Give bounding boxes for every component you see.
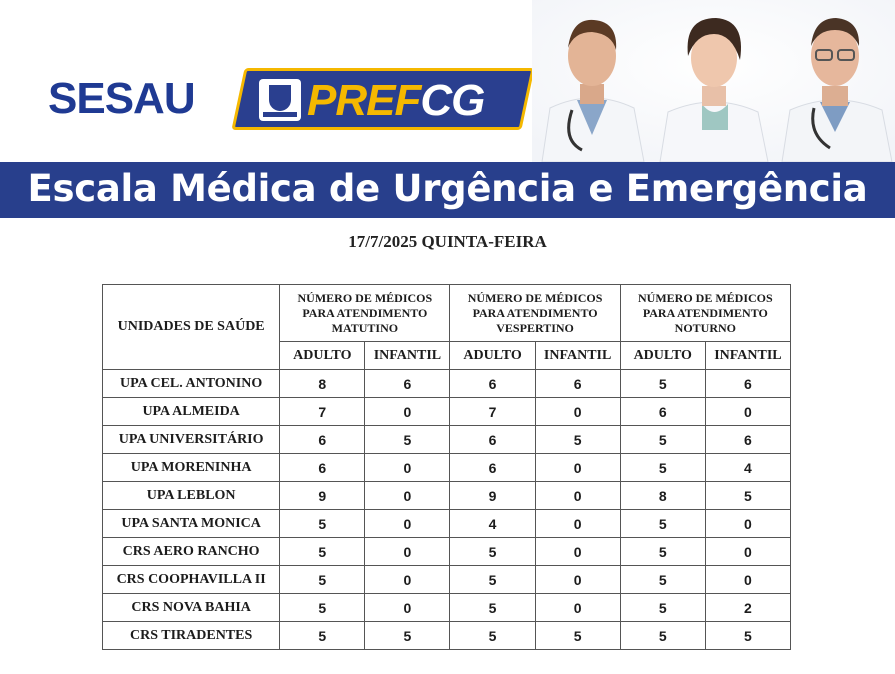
table-row [103,538,791,566]
doctor-count: 6 [450,426,535,454]
doctor-count: 0 [535,454,620,482]
doctor-count: 0 [535,594,620,622]
unit-name: UPA UNIVERSITÁRIO [103,426,280,454]
page-header [0,0,895,218]
doctor-count: 5 [705,482,790,510]
doctor-count: 5 [280,538,365,566]
doctor-count: 4 [450,510,535,538]
prefcg-logo-text [307,75,484,127]
group-header-matutino: NÚMERO DE MÉDICOS PARA ATENDIMENTO MATUTINO [280,285,450,342]
doctor-count: 5 [620,538,705,566]
unit-name: CRS NOVA BAHIA [103,594,280,622]
doctor-count: 0 [365,538,450,566]
table-row [103,398,791,426]
doctor-count: 5 [280,622,365,650]
table-header-row [103,285,791,342]
sub-header: INFANTIL [705,342,790,370]
doctor-count: 5 [620,454,705,482]
doctor-count: 6 [280,454,365,482]
doctor-count: 4 [705,454,790,482]
group-header-noturno: NÚMERO DE MÉDICOS PARA ATENDIMENTO NOTURNO [620,285,790,342]
sub-header: ADULTO [450,342,535,370]
doctor-count: 5 [450,622,535,650]
doctor-count: 5 [280,510,365,538]
doctor-count: 6 [620,398,705,426]
doctor-count: 6 [705,370,790,398]
sub-header: INFANTIL [535,342,620,370]
doctor-count: 5 [450,566,535,594]
doctor-count: 7 [450,398,535,426]
doctor-count: 0 [365,566,450,594]
doctor-count: 0 [705,538,790,566]
group-header-vespertino: NÚMERO DE MÉDICOS PARA ATENDIMENTO VESPERTINO [450,285,620,342]
doctor-count: 0 [535,566,620,594]
unit-name: CRS COOPHAVILLA II [103,566,280,594]
doctor-count: 5 [280,566,365,594]
doctor-count: 5 [620,510,705,538]
doctor-count: 5 [365,426,450,454]
unit-name: UPA CEL. ANTONINO [103,370,280,398]
sub-header: ADULTO [280,342,365,370]
doctor-count: 9 [280,482,365,510]
doctor-count: 0 [365,482,450,510]
doctor-count: 0 [705,510,790,538]
doctor-count: 0 [705,566,790,594]
doctor-count: 2 [705,594,790,622]
doctor-count: 5 [450,594,535,622]
unit-name: UPA ALMEIDA [103,398,280,426]
doctor-count: 5 [620,426,705,454]
table-row [103,426,791,454]
doctor-count: 6 [535,370,620,398]
prefcg-logo-cg: CG [420,76,485,125]
table-row [103,566,791,594]
doctor-count: 5 [535,426,620,454]
doctor-count: 7 [280,398,365,426]
unit-name: UPA MORENINHA [103,454,280,482]
city-crest-icon [259,79,301,121]
doctor-count: 5 [450,538,535,566]
unit-name: CRS AERO RANCHO [103,538,280,566]
table-row [103,454,791,482]
page-title: Escala Médica de Urgência e Emergência [0,162,895,218]
doctor-count: 0 [705,398,790,426]
prefcg-logo [231,68,534,130]
doctor-count: 0 [535,482,620,510]
doctor-count: 6 [450,454,535,482]
doctor-count: 0 [365,398,450,426]
doctor-count: 5 [280,594,365,622]
doctor-count: 8 [620,482,705,510]
doctor-count: 5 [620,370,705,398]
unit-name: CRS TIRADENTES [103,622,280,650]
doctor-count: 8 [280,370,365,398]
doctor-count: 0 [365,510,450,538]
sub-header: ADULTO [620,342,705,370]
table-row [103,622,791,650]
doctor-count: 0 [535,538,620,566]
table-row [103,510,791,538]
doctor-count: 5 [365,622,450,650]
doctor-count: 6 [450,370,535,398]
sub-header: INFANTIL [365,342,450,370]
doctor-count: 5 [620,566,705,594]
unit-name: UPA LEBLON [103,482,280,510]
doctor-count: 6 [705,426,790,454]
doctor-count: 6 [280,426,365,454]
table-row [103,482,791,510]
doctors-photo [532,0,895,162]
doctor-count: 5 [705,622,790,650]
doctor-count: 5 [620,594,705,622]
sesau-logo: SESAU [48,74,195,123]
prefcg-logo-pref: PREF [307,76,421,125]
doctor-count: 0 [365,594,450,622]
schedule-date: 17/7/2025 QUINTA-FEIRA [348,232,547,251]
table-row [103,594,791,622]
doctor-count: 0 [535,398,620,426]
doctor-count: 9 [450,482,535,510]
doctor-count: 5 [620,622,705,650]
doctor-count: 5 [535,622,620,650]
unit-name: UPA SANTA MONICA [103,510,280,538]
schedule-table [102,284,791,650]
doctor-count: 0 [535,510,620,538]
doctor-count: 0 [365,454,450,482]
table-row [103,370,791,398]
doctor-count: 6 [365,370,450,398]
unit-column-header: UNIDADES DE SAÚDE [103,285,280,370]
